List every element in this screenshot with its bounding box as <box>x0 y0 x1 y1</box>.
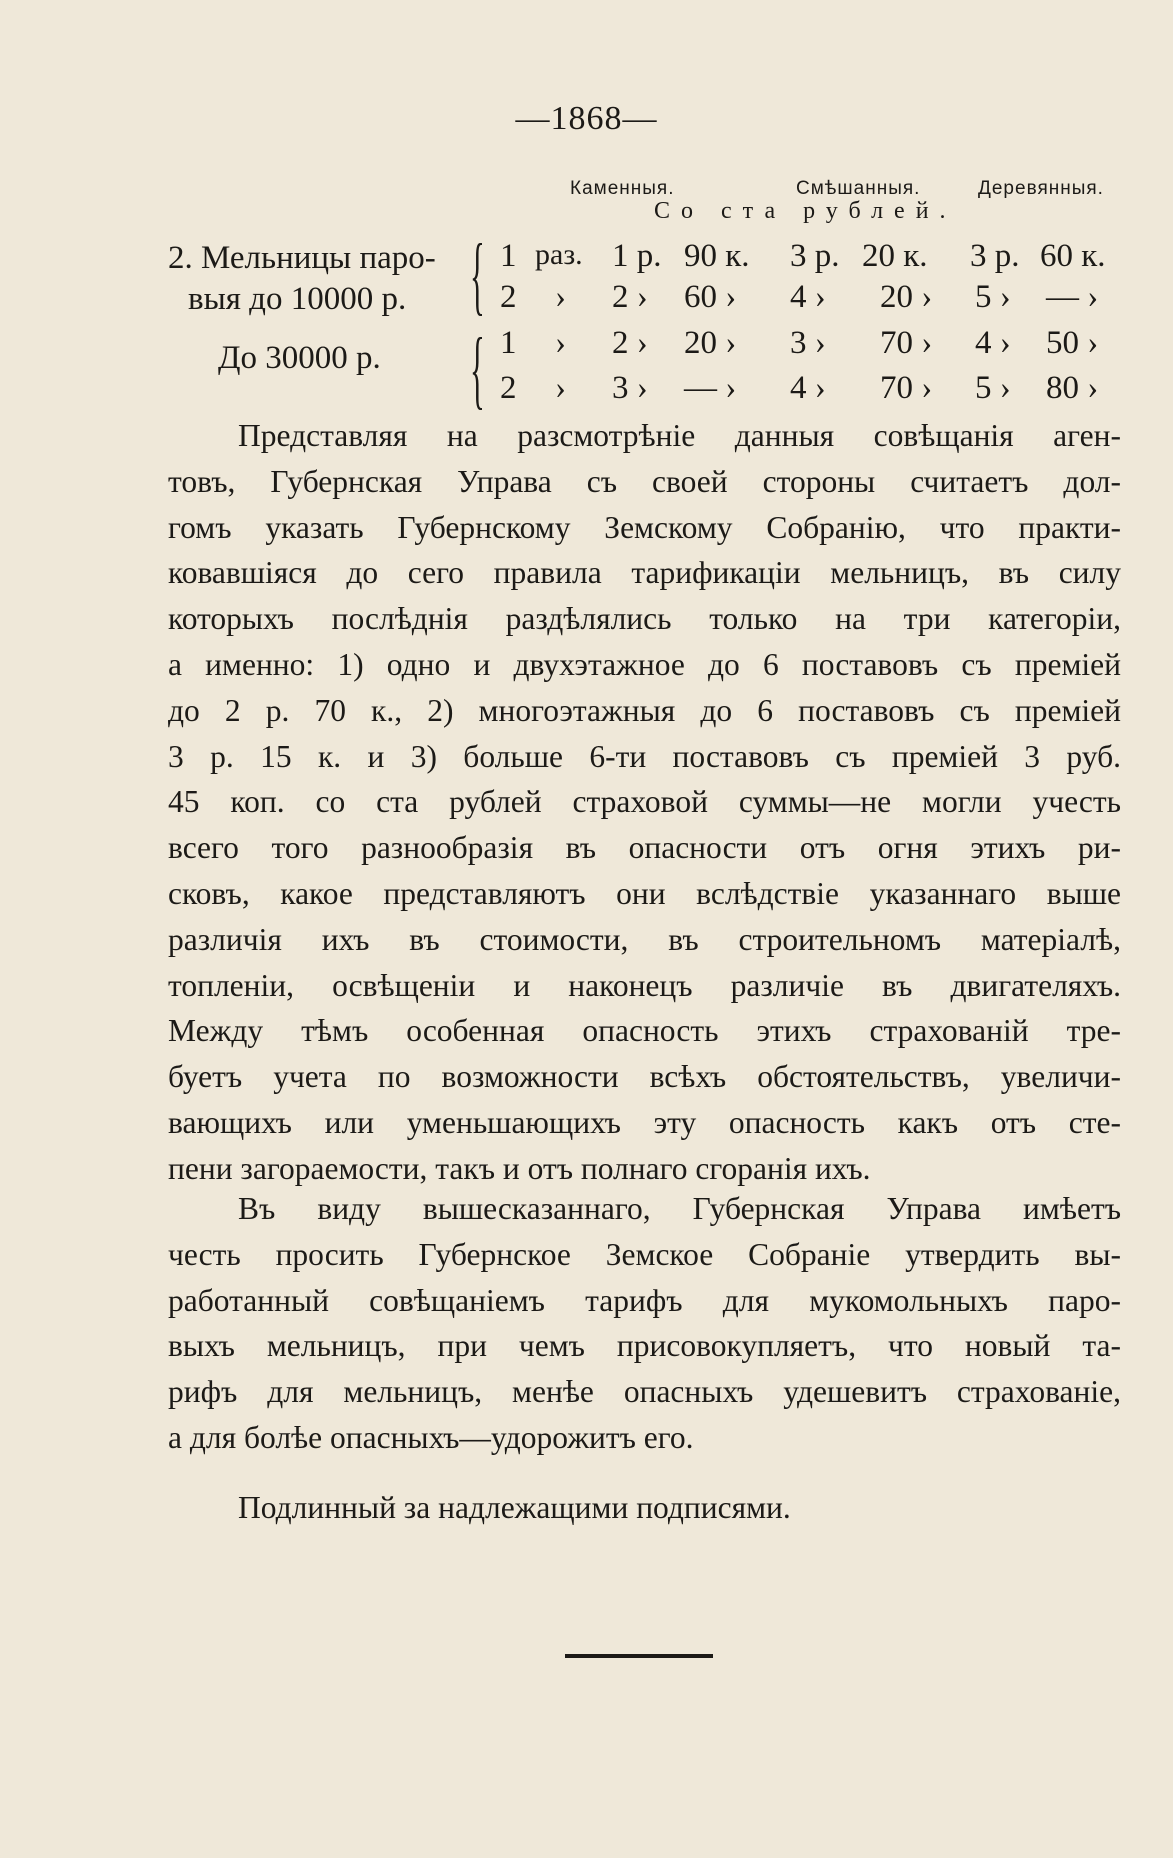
paragraph-2-line: Въ виду вышесказаннаго, Губернская Управа имѣетъ <box>238 1191 1121 1226</box>
row4-unit: › <box>555 370 566 406</box>
row3-unit: › <box>555 325 566 361</box>
paragraph-1-line: а именно: 1) одно и двухэтажное до 6 поставовъ съ преміей <box>168 646 1121 682</box>
row2-wood-rub: 5 › <box>975 279 1011 315</box>
paragraph-1-line: Представляя на разсмотрѣніе данныя совѣщанія аген- <box>238 418 1121 453</box>
paragraph-1-line: буетъ учета по возможности всѣхъ обстоятельствъ, увеличи- <box>168 1059 1121 1095</box>
row1-wood-kop: 60 к. <box>1040 238 1106 274</box>
group-label-line1: 2. Мельницы паро- <box>168 240 436 276</box>
paragraph-1-line: до 2 р. 70 к., 2) многоэтажныя до 6 поставовъ съ преміей <box>168 692 1121 728</box>
paragraph-1-line: различія ихъ въ стоимости, въ строительномъ матеріалѣ, <box>168 921 1121 957</box>
row3-mixed-kop: 70 › <box>880 325 933 361</box>
paragraph-1 <box>168 413 1121 1192</box>
paragraph-1-line: пени загораемости, такъ и отъ полнаго сгоранія ихъ. <box>168 1150 871 1186</box>
row2-unit: › <box>555 279 566 315</box>
brace-group-1: { <box>470 227 485 324</box>
row2-count: 2 <box>500 279 517 315</box>
paragraph-2-line: работанный совѣщаніемъ тарифъ для мукомольныхъ паро- <box>168 1282 1121 1318</box>
row4-wood-rub: 5 › <box>975 370 1011 406</box>
signature-note: Подлинный за надлежащими подписями. <box>238 1490 791 1525</box>
header-mixed: Смѣшанныя. <box>796 178 921 199</box>
row4-stone-kop: — › <box>684 370 737 406</box>
row4-stone-rub: 3 › <box>612 370 648 406</box>
group-label-line2: выя до 10000 р. <box>188 281 407 317</box>
paragraph-1-line: вающихъ или уменьшающихъ эту опасность какъ отъ сте- <box>168 1104 1121 1140</box>
group-label-30000: До 30000 р. <box>218 340 381 376</box>
paragraph-1-line: топленіи, освѣщеніи и наконецъ различіе въ двигателяхъ. <box>168 967 1121 1003</box>
header-per-hundred: Со ста рублей. <box>654 198 957 224</box>
paragraph-1-line: которыхъ послѣднія раздѣлялись только на три категоріи, <box>168 601 1121 637</box>
paragraph-1-line: товъ, Губернская Управа съ своей стороны считаетъ дол- <box>168 463 1121 499</box>
row3-count: 1 <box>500 325 517 361</box>
paragraph-1-line: всего того разнообразія въ опасности отъ огня этихъ ри- <box>168 830 1121 866</box>
row3-stone-kop: 20 › <box>684 325 737 361</box>
header-stone: Каменныя. <box>570 178 675 199</box>
row4-mixed-rub: 4 › <box>790 370 826 406</box>
row3-wood-rub: 4 › <box>975 325 1011 361</box>
page-number: —1868— <box>515 100 658 137</box>
row4-wood-kop: 80 › <box>1046 370 1099 406</box>
paragraph-1-line: сковъ, какое представляютъ они вслѣдствіе указаннаго выше <box>168 875 1121 911</box>
paragraph-1-line: ковавшіяся до сего правила тарификаціи мельницъ, въ силу <box>168 555 1121 591</box>
row4-mixed-kop: 70 › <box>880 370 933 406</box>
row1-unit: раз. <box>535 238 583 271</box>
paragraph-2-line: выхъ мельницъ, при чемъ присовокупляетъ, что новый та- <box>168 1328 1121 1364</box>
row1-mixed-kop: 20 к. <box>862 238 928 274</box>
row4-count: 2 <box>500 370 517 406</box>
paragraph-1-line: гомъ указать Губернскому Земскому Собранію, что практи- <box>168 509 1121 545</box>
row1-wood-rub: 3 р. <box>970 238 1020 274</box>
paragraph-2-line: честь просить Губернское Земское Собраніе утвердить вы- <box>168 1236 1121 1272</box>
row3-mixed-rub: 3 › <box>790 325 826 361</box>
paragraph-1-line: 45 коп. со ста рублей страховой суммы—не могли учесть <box>168 784 1121 820</box>
row1-mixed-rub: 3 р. <box>790 238 840 274</box>
row2-stone-kop: 60 › <box>684 279 737 315</box>
row1-stone-rub: 1 р. <box>612 238 662 274</box>
row2-mixed-rub: 4 › <box>790 279 826 315</box>
row2-wood-kop: — › <box>1046 279 1099 315</box>
paragraph-2 <box>168 1186 1121 1461</box>
closing-rule <box>565 1654 713 1658</box>
header-wooden: Деревянныя. <box>978 178 1104 199</box>
row1-count: 1 <box>500 238 517 274</box>
paragraph-1-line: Между тѣмъ особенная опасность этихъ страхованій тре- <box>168 1013 1121 1049</box>
row1-stone-kop: 90 к. <box>684 238 750 274</box>
row2-stone-rub: 2 › <box>612 279 648 315</box>
paragraph-2-line: а для болѣе опасныхъ—удорожитъ его. <box>168 1419 694 1455</box>
row3-stone-rub: 2 › <box>612 325 648 361</box>
brace-group-2: { <box>470 321 485 418</box>
row2-mixed-kop: 20 › <box>880 279 933 315</box>
paragraph-2-line: рифъ для мельницъ, менѣе опасныхъ удешевитъ страхованіе, <box>168 1374 1121 1410</box>
paragraph-1-line: 3 р. 15 к. и 3) больше 6-ти поставовъ съ преміей 3 руб. <box>168 738 1121 774</box>
row3-wood-kop: 50 › <box>1046 325 1099 361</box>
